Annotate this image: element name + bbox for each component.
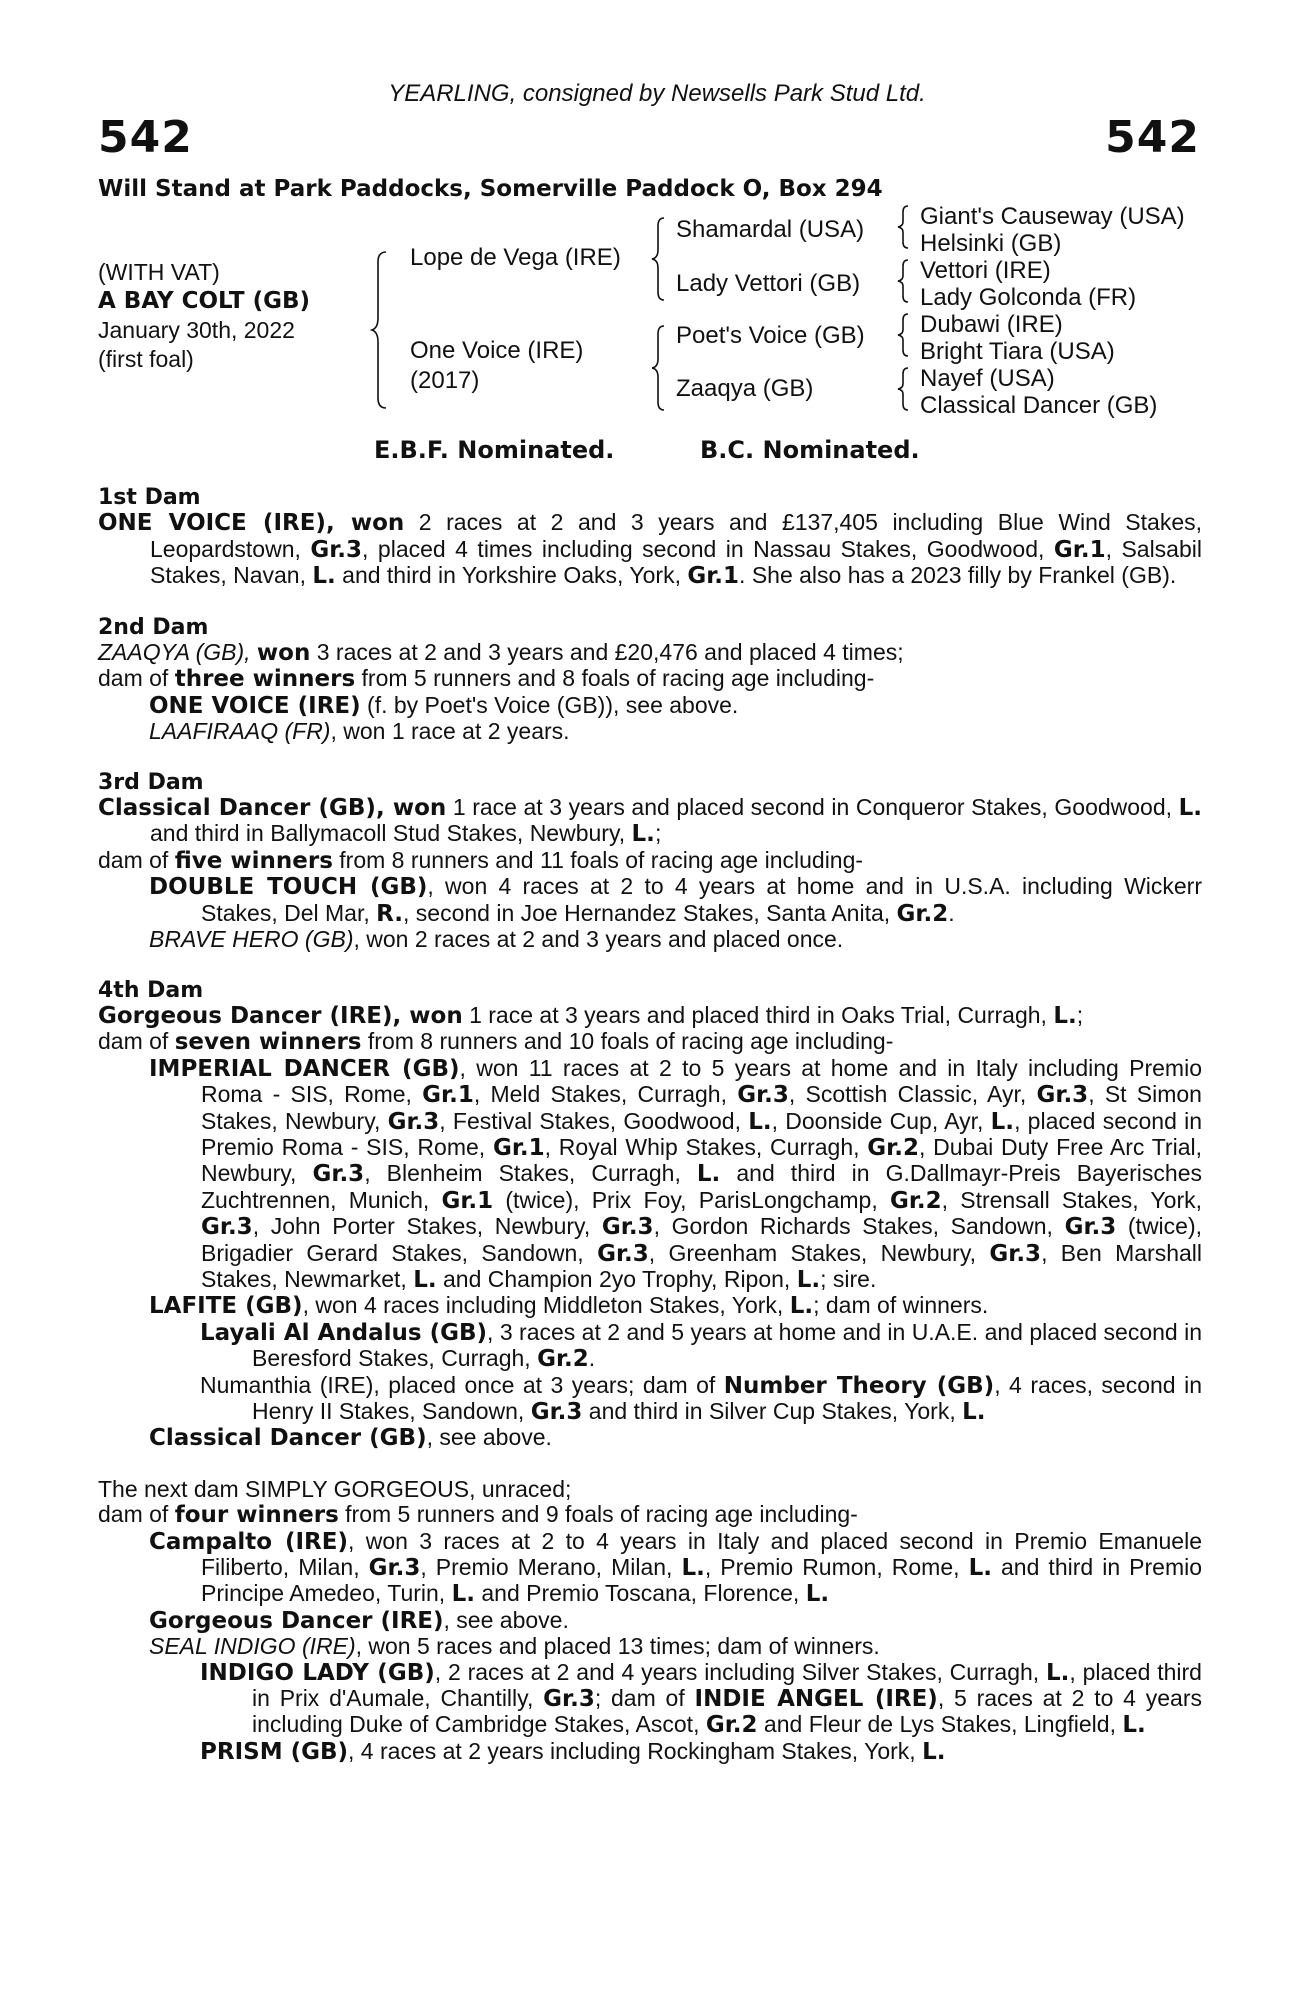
third-dam-entry: Classical Dancer (GB), won 1 race at 3 years and placed second in Conqueror Stakes, Goodwood, L. and third in Ballymacoll Stud Stakes, Newbury, L.;	[98, 794, 1202, 848]
ggp-2: Helsinki (GB)	[920, 230, 1062, 257]
third-dam-produce-summary: dam of five winners from 8 runners and 11 foals of racing age including-	[98, 846, 864, 874]
next-dam-produce-summary: dam of four winners from 5 runners and 9 foals of racing age including-	[98, 1501, 858, 1529]
ggp-5: Dubawi (IRE)	[920, 311, 1063, 338]
next-dam-grandproduce-1: INDIGO LADY (GB), 2 races at 2 and 4 years including Silver Stakes, Curragh, L., placed third in Prix d'Aumale, Chantilly, Gr.3; dam of INDIE ANGEL (IRE), 5 races at 2 to 4 years including Duke of Cambridge Stakes, Ascot, Gr.2 and Fleur de Lys Stakes, Lingfield, L.	[200, 1658, 1203, 1739]
first-dam-heading: 1st Dam	[98, 485, 201, 510]
foaling-date: January 30th, 2022	[98, 317, 295, 343]
ggp-3: Vettori (IRE)	[920, 257, 1051, 284]
fourth-dam-name: Gorgeous Dancer (IRE), won	[98, 1002, 463, 1029]
second-dam-produce-2: LAAFIRAAQ (FR), won 1 race at 2 years.	[149, 718, 570, 745]
ggp-7: Nayef (USA)	[920, 365, 1055, 392]
fourth-dam-grandproduce-1: Layali Al Andalus (GB), 3 races at 2 and 5 years at home and in U.A.E. and placed second in Beresford Stakes, Curragh, Gr.2.	[200, 1318, 1203, 1373]
fourth-dam-produce-2: LAFITE (GB), won 4 races including Middleton Stakes, York, L.; dam of winners.	[149, 1292, 989, 1320]
fourth-dam-produce-1: IMPERIAL DANCER (GB), won 11 races at 2 to 5 years at home and in Italy including Premio Roma - SIS, Rome, Gr.1, Meld Stakes, Curragh, Gr.3, Scottish Classic, Ayr, Gr.3, St Simon Stakes, Newbury, Gr.3, Festival Stakes, Goodwood, L., Doonside Cup, Ayr, L., placed second in Premio Roma - SIS, Rome, Gr.1, Royal Whip Stakes, Curragh, Gr.2, Dubai Duty Free Arc Trial, Newbury, Gr.3, Blenheim Stakes, Curragh, L. and third in G.Dallmayr-Preis Bayerisches Zuchtrennen, Munich, Gr.1 (twice), Prix Foy, ParisLongchamp, Gr.2, Strensall Stakes, York, Gr.3, John Porter Stakes, Newbury, Gr.3, Gordon Richards Stakes, Sandown, Gr.3 (twice), Brigadier Gerard Stakes, Sandown, Gr.3, Greenham Stakes, Newbury, Gr.3, Ben Marshall Stakes, Newmarket, L. and Champion 2yo Trophy, Ripon, L.; sire.	[149, 1054, 1203, 1293]
next-dam-intro: The next dam SIMPLY GORGEOUS, unraced;	[98, 1475, 572, 1502]
fourth-dam-produce-3: Classical Dancer (GB), see above.	[149, 1424, 552, 1452]
second-dam-entry: ZAAQYA (GB), won 3 races at 2 and 3 years and £20,476 and placed 4 times;	[98, 639, 904, 667]
sire-dam: Lady Vettori (GB)	[676, 270, 861, 297]
first-dam-name: ONE VOICE (IRE), won	[98, 510, 405, 537]
dam-sire: Poet's Voice (GB)	[676, 322, 865, 349]
second-dam-name: ZAAQYA (GB),	[98, 639, 257, 666]
vat-note: (WITH VAT)	[98, 259, 220, 285]
next-dam-produce-2: Gorgeous Dancer (IRE), see above.	[149, 1606, 569, 1634]
ggp-8: Classical Dancer (GB)	[920, 392, 1158, 419]
sire: Lope de Vega (IRE)	[410, 244, 621, 271]
foal-note: (first foal)	[98, 346, 194, 372]
fourth-dam-grandproduce-2: Numanthia (IRE), placed once at 3 years; dam of Number Theory (GB), 4 races, second in Henry II Stakes, Sandown, Gr.3 and third in Silver Cup Stakes, York, L.	[200, 1371, 1202, 1425]
third-dam-produce-2: BRAVE HERO (GB), won 2 races at 2 and 3 years and placed once.	[149, 926, 844, 953]
second-dam-produce-1: ONE VOICE (IRE) (f. by Poet's Voice (GB)), see above.	[149, 691, 739, 719]
fourth-dam-entry: Gorgeous Dancer (IRE), won 1 race at 3 years and placed third in Oaks Trial, Curragh, L.;	[98, 1001, 1084, 1029]
dam: One Voice (IRE)	[410, 337, 584, 364]
bc-nominated: B.C. Nominated.	[700, 436, 920, 464]
pedigree-bracket-sire	[650, 216, 666, 302]
catalogue-body	[98, 485, 1202, 1765]
pedigree-bracket-ggp-4	[896, 366, 910, 412]
third-dam-produce-1: DOUBLE TOUCH (GB), won 4 races at 2 to 4 years at home and in U.S.A. including Wickerr Stakes, Del Mar, R., second in Joe Hernandez Stakes, Santa Anita, Gr.2.	[149, 873, 1203, 927]
pedigree-bracket-main	[370, 250, 390, 410]
dam-year: (2017)	[410, 367, 480, 394]
next-dam-grandproduce-2: PRISM (GB), 4 races at 2 years including Rockingham Stakes, York, L.	[200, 1737, 946, 1765]
consignor-line: YEARLING, consigned by Newsells Park Stud Ltd.	[388, 80, 926, 107]
second-dam-heading: 2nd Dam	[98, 614, 209, 640]
ebf-nominated: E.B.F. Nominated.	[374, 436, 615, 464]
pedigree-bracket-ggp-1	[896, 204, 910, 250]
horse-name: A BAY COLT (GB)	[98, 288, 311, 314]
fourth-dam-heading: 4th Dam	[98, 977, 204, 1003]
second-dam-produce-summary: dam of three winners from 5 runners and 8 foals of racing age including-	[98, 665, 875, 693]
third-dam-heading: 3rd Dam	[98, 769, 204, 795]
ggp-4: Lady Golconda (FR)	[920, 284, 1137, 311]
stand-location: Will Stand at Park Paddocks, Somerville Paddock O, Box 294	[98, 176, 883, 202]
third-dam-name: Classical Dancer (GB), won	[98, 795, 447, 822]
fourth-dam-produce-summary: dam of seven winners from 8 runners and 10 foals of racing age including-	[98, 1028, 894, 1056]
dam-dam: Zaaqya (GB)	[676, 375, 814, 402]
sire-sire: Shamardal (USA)	[676, 216, 865, 243]
pedigree-bracket-ggp-2	[896, 258, 910, 304]
first-dam-entry: ONE VOICE (IRE), won 2 races at 2 and 3 years and £137,405 including Blue Wind Stakes, Leopardstown, Gr.3, placed 4 times including second in Nassau Stakes, Goodwood, Gr.1, Salsabil Stakes, Navan, L. and third in Yorkshire Oaks, York, Gr.1. She also has a 2023 filly by Frankel (GB).	[98, 509, 1203, 590]
pedigree-bracket-ggp-3	[896, 312, 910, 358]
lot-number-right: 542	[1105, 112, 1200, 163]
pedigree-bracket-dam	[650, 324, 666, 412]
lot-number-left: 542	[98, 112, 193, 163]
ggp-6: Bright Tiara (USA)	[920, 338, 1115, 365]
ggp-1: Giant's Causeway (USA)	[920, 203, 1185, 230]
horse-details	[98, 258, 310, 374]
next-dam-produce-1: Campalto (IRE), won 3 races at 2 to 4 years in Italy and placed second in Premio Emanuele Filiberto, Milan, Gr.3, Premio Merano, Milan, L., Premio Rumon, Rome, L. and third in Premio Principe Amedeo, Turin, L. and Premio Toscana, Florence, L.	[149, 1527, 1203, 1608]
next-dam-produce-3: SEAL INDIGO (IRE), won 5 races and placed 13 times; dam of winners.	[149, 1633, 880, 1660]
